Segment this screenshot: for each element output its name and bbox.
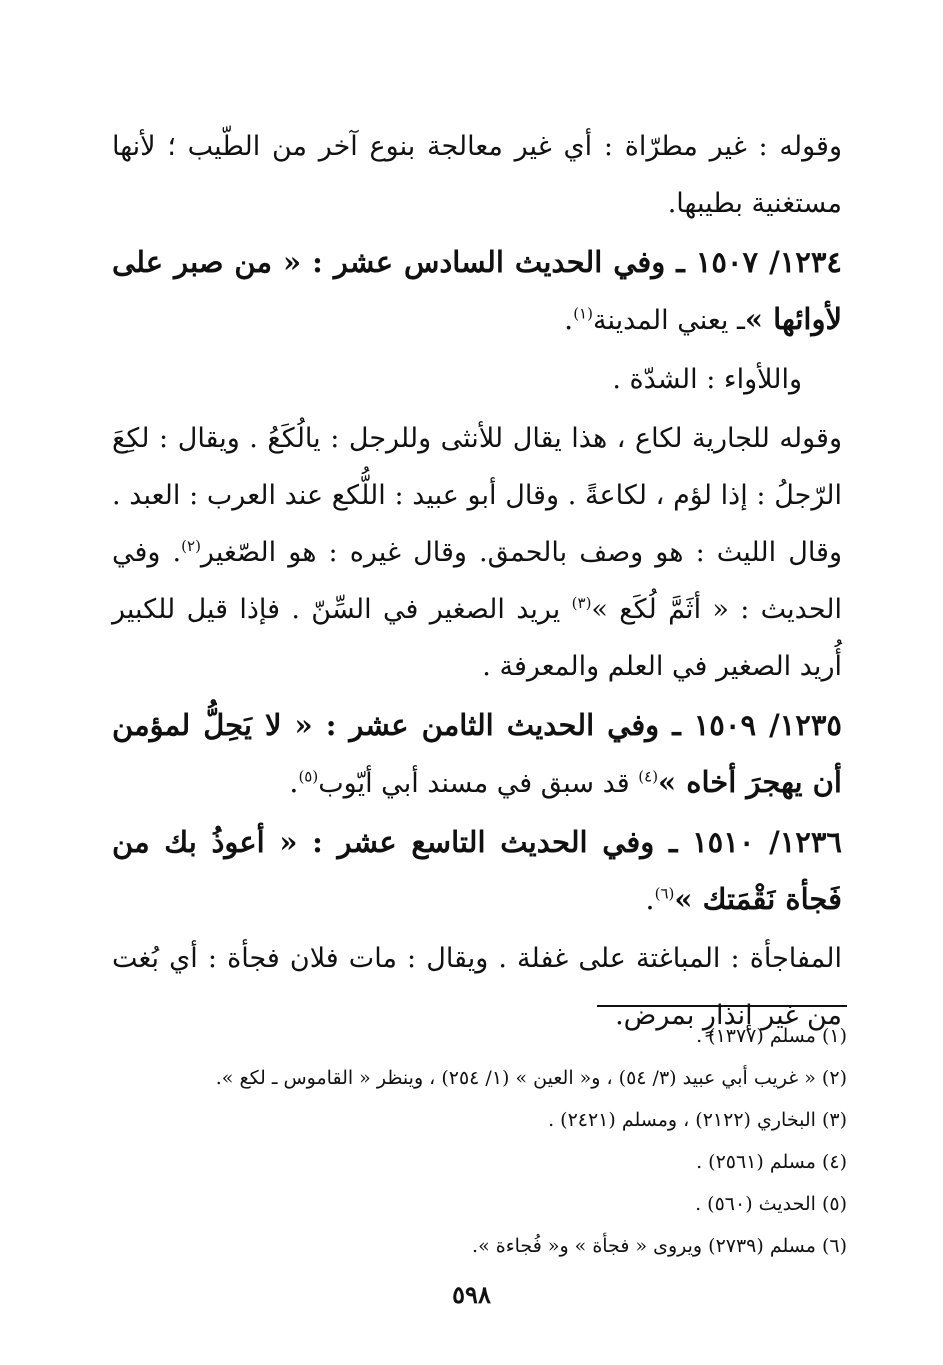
footnote-ref[interactable]: (١) [573, 304, 593, 323]
paragraph-text: يريد الصغير في السِّنّ . فإذا قيل للكبير أُريد الصغير في العلم والمعرفة . [112, 594, 842, 682]
paragraph-text: . وفي الحديث : « أثَمَّ لُكَع » [112, 537, 842, 625]
hadith-number: ١٢٣٤/ ١٥٠٧ [695, 245, 842, 279]
footnote-ref[interactable]: (٤) [638, 767, 659, 786]
footnote-divider [597, 1005, 847, 1007]
footnote-2: (٢) « غريب أبي عبيد (٣/ ٥٤) ، و« العين » (١/ ٢٥٤) ، وينظر « القاموس ـ لكع ». [215, 1067, 847, 1089]
punctuation: . [645, 882, 655, 916]
hadith-text: ـ وفي الحديث السادس عشر : « من صبر على لأوائها » [112, 245, 842, 336]
footnote-4: (٤) مسلم (٢٥٦١) . [696, 1151, 847, 1173]
footnote-ref[interactable]: (٣) [571, 594, 592, 612]
footnote-3: (٣) البخاري (٢١٢٢) ، ومسلم (٢٤٢١) . [548, 1109, 847, 1131]
paragraph-text: المفاجأة : المباغتة على غفلة . ويقال : مات فلان فجأة : أي بُغت من غير إنذارٍ بمرض. [112, 943, 842, 1031]
punctuation: . [289, 765, 299, 799]
hadith-1235 [112, 697, 842, 812]
punctuation: . [563, 302, 574, 336]
hadith-number: ١٢٣٦/ ١٥١٠ [692, 825, 842, 859]
footnote-ref[interactable]: (٢) [181, 537, 201, 555]
hadith-number: ١٢٣٥/ ١٥٠٩ [693, 708, 842, 742]
footnote-ref[interactable]: (٦) [654, 884, 675, 903]
hadith-1234 [112, 234, 842, 349]
paragraph-text: واللأواء : الشدّة . [612, 364, 802, 395]
page-number: ٥٩٨ [452, 1280, 491, 1309]
hadith-comment: قد سبق في مسند أبي أيّوب [318, 768, 639, 799]
footnote-1: (١) مسلم (١٣٧٧) . [696, 1025, 847, 1047]
footnotes [127, 1015, 847, 1267]
paragraph-text: وقوله للجارية لكاع ، هذا يقال للأنثى وللرجل : يالُكَعُ . ويقال : لكِعَ الرّجلُ : إذا لؤم ، لكاعةً . وقال أبو عبيد : اللُّكع عند العرب : العبد . وقال الليث : هو وصف بالحمق. وقال غيره : هو الصّغير [112, 423, 842, 568]
hadith-text: ـ وفي الحديث الثامن عشر : « لا يَحِلُّ لمؤمن أن يهجرَ أخاه » [112, 708, 842, 799]
main-text [112, 118, 842, 1044]
paragraph-1 [112, 118, 842, 232]
paragraph-lukaa [112, 410, 842, 695]
paragraph-text: وقوله : غير مطرّاة : أي غير معالجة بنوع آخر من الطّيب ؛ لأنها مستغنية بطيبها. [112, 131, 842, 219]
hadith-comment: ـ يعني المدينة [592, 305, 745, 336]
footnote-6: (٦) مسلم (٢٧٣٩) ويروى « فجأة » و« فُجاءة ». [472, 1235, 847, 1257]
footnote-5: (٥) الحديث (٥٦٠) . [695, 1193, 847, 1215]
hadith-text: ـ وفي الحديث التاسع عشر : « أعوذُ بك من فَجأة نَقْمَتك » [112, 825, 842, 916]
footnote-ref[interactable]: (٥) [298, 767, 319, 786]
hadith-1236 [112, 814, 842, 928]
paragraph-lawaa [112, 351, 842, 408]
